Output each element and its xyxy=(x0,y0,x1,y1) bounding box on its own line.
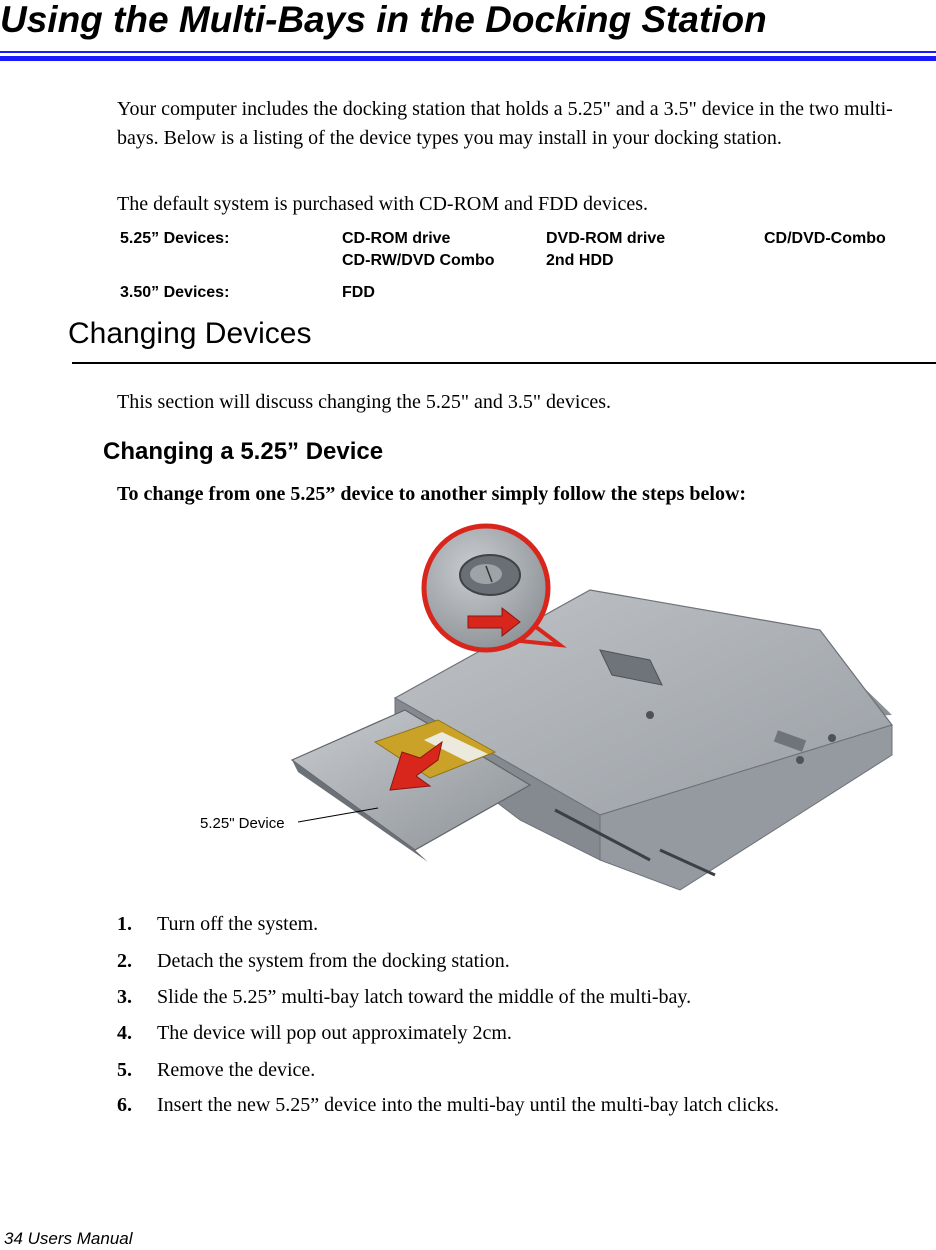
section-rule xyxy=(72,362,936,364)
figure-callout: 5.25" Device xyxy=(200,815,285,832)
devices-525-label: 5.25” Devices: xyxy=(120,230,230,247)
subsection-lead: To change from one 5.25” device to another simply follow the steps below: xyxy=(117,483,747,505)
section-heading: Changing Devices xyxy=(68,317,312,350)
step-6-number: 6. xyxy=(117,1094,132,1116)
step-4-number: 4. xyxy=(117,1022,132,1044)
title-rule-thin xyxy=(0,51,936,53)
device-dvdrom: DVD-ROM drive xyxy=(546,230,666,247)
device-cdrom: CD-ROM drive xyxy=(342,230,451,247)
device-fdd: FDD xyxy=(342,284,375,301)
step-6-text: Insert the new 5.25” device into the multi-bay until the multi-bay latch clicks. xyxy=(157,1094,780,1116)
devices-350-label: 3.50” Devices: xyxy=(120,284,230,301)
title-rule-thick xyxy=(0,56,936,61)
dock-screw-1 xyxy=(646,711,654,719)
device-cdrw-dvd-combo: CD-RW/DVD Combo xyxy=(342,252,495,269)
intro-paragraph-1: Your computer includes the docking station that holds a 5.25" and a 3.5" device in the two multi-bays. Below is a listing of the device types you may install in your docking station. xyxy=(117,98,893,149)
step-2-number: 2. xyxy=(117,950,132,972)
docking-station-figure xyxy=(180,520,920,900)
step-3-text: Slide the 5.25” multi-bay latch toward the middle of the multi-bay. xyxy=(157,986,692,1008)
page-title: Using the Multi-Bays in the Docking Station xyxy=(0,0,767,40)
step-5-number: 5. xyxy=(117,1059,132,1081)
device-cd-dvd-combo: CD/DVD-Combo xyxy=(764,230,886,247)
step-1-text: Turn off the system. xyxy=(157,913,319,935)
step-1-number: 1. xyxy=(117,913,132,935)
subsection-heading: Changing a 5.25” Device xyxy=(103,438,384,465)
section-text: This section will discuss changing the 5.25" and 3.5" devices. xyxy=(117,391,612,413)
dock-screw-3 xyxy=(796,756,804,764)
step-4-text: The device will pop out approximately 2cm. xyxy=(157,1022,512,1044)
dock-screw-2 xyxy=(828,734,836,742)
step-5-text: Remove the device. xyxy=(157,1059,316,1081)
device-2nd-hdd: 2nd HDD xyxy=(546,252,614,269)
step-3-number: 3. xyxy=(117,986,132,1008)
intro-paragraph-2: The default system is purchased with CD-ROM and FDD devices. xyxy=(117,193,649,215)
step-2-text: Detach the system from the docking station. xyxy=(157,950,510,972)
page-footer: 34 Users Manual xyxy=(4,1229,133,1248)
